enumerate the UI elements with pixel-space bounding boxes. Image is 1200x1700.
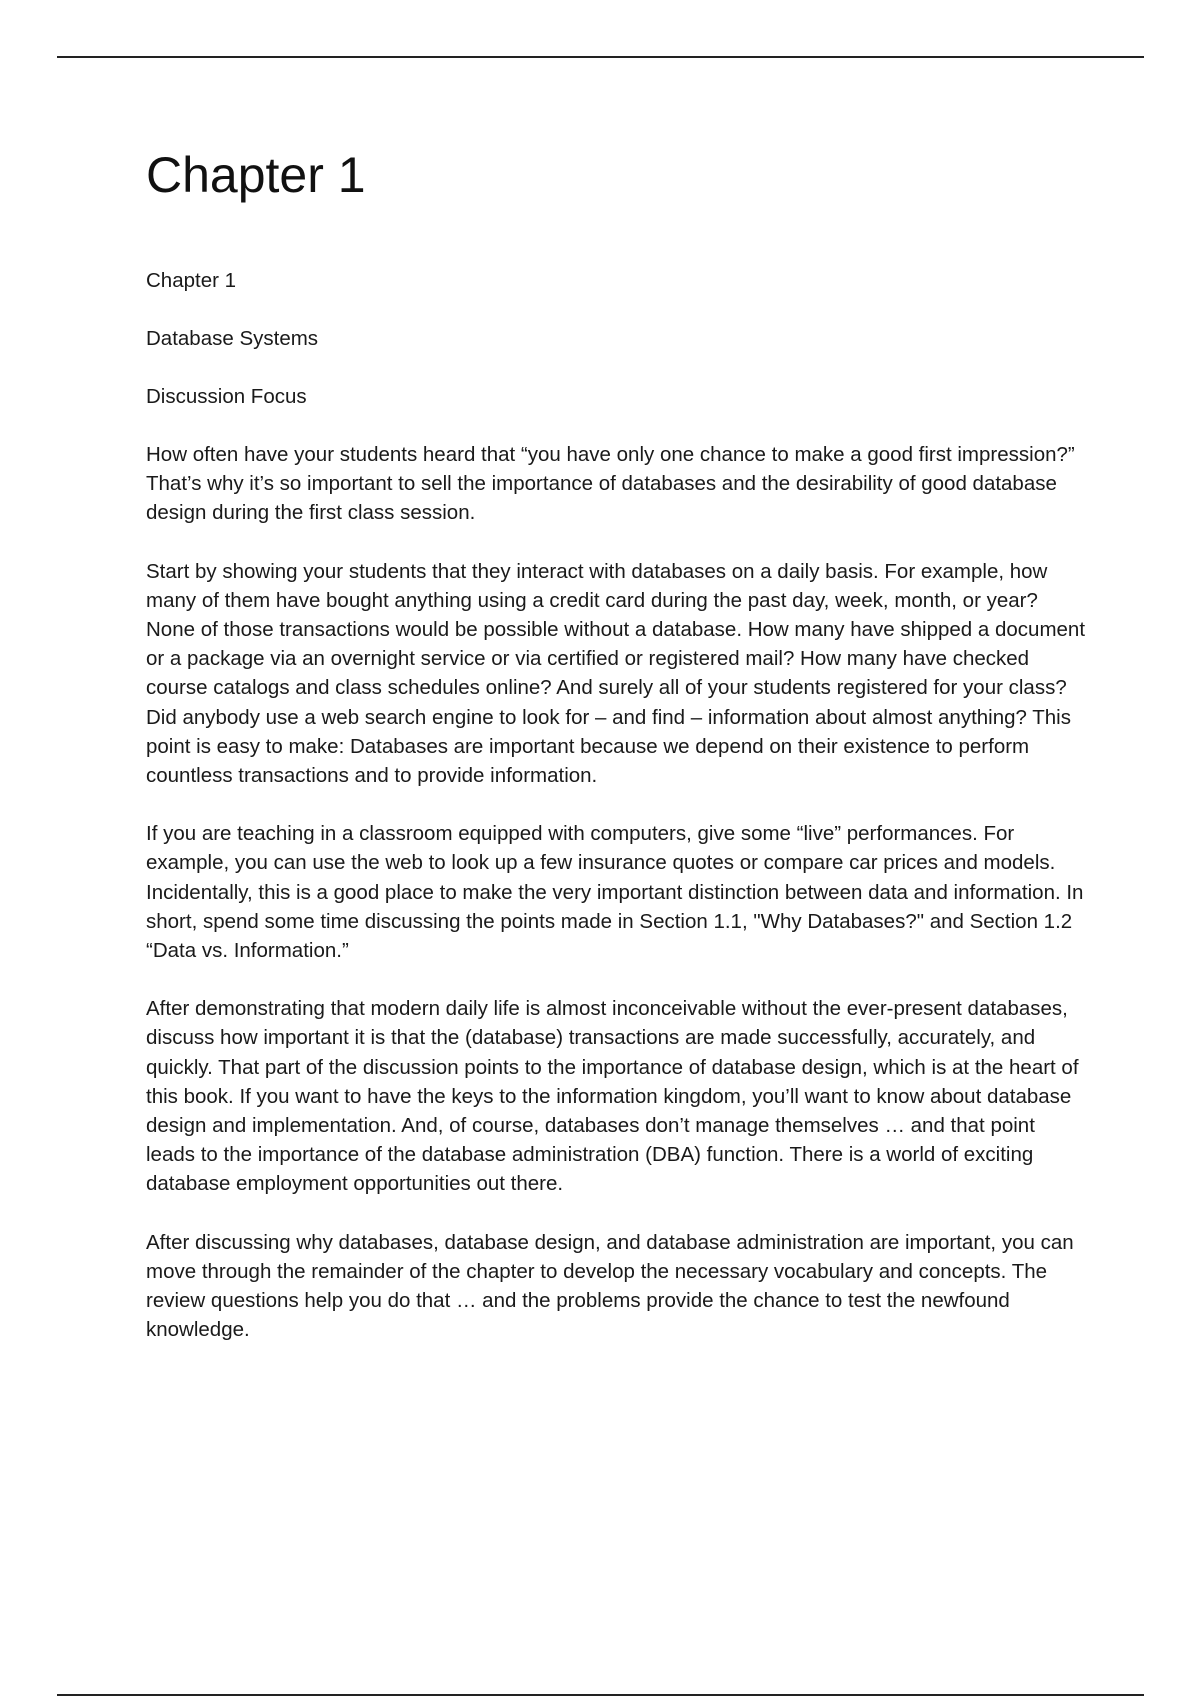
paragraph: Start by showing your students that they interact with databases on a daily basis. For example, how many of them have bought anything using a credit card during the past day, week, month, or year? None of those transactions would be possible without a database. How many have shipped a document or a package via an overnight service or via certified or registered mail? How many have checked course catalogs and class schedules online? And surely all of your students registered for your class? Did anybody use a web search engine to look for – and find – information about almost anything? This point is easy to make: Databases are important because we depend on their existence to perform countless transactions and to provide information. <box>146 559 1086 788</box>
chapter-title: Database Systems <box>146 327 319 350</box>
paragraph: How often have your students heard that “you have only one chance to make a good first impression?” That’s why it’s so important to sell the importance of databases and the desirability of good database design during the first class session. <box>146 443 1075 525</box>
top-divider <box>57 56 1144 58</box>
section-title: Discussion Focus <box>146 385 307 408</box>
paragraph: After demonstrating that modern daily life is almost inconceivable without the ever-present databases, discuss how important it is that the (database) transactions are made successfully, accurately, and quickly. That part of the discussion points to the importance of database design, which is at the heart of this book. If you want to have the keys to the information kingdom, you’ll want to know about database design and implementation. And, of course, databases don’t manage themselves … and that point leads to the importance of the database administration (DBA) function. There is a world of exciting database employment opportunities out there. <box>146 997 1079 1196</box>
chapter-heading: Chapter 1 <box>146 147 366 203</box>
bottom-divider <box>57 1694 1144 1696</box>
page-content <box>146 140 1086 1344</box>
chapter-label: Chapter 1 <box>146 269 237 292</box>
paragraph: After discussing why databases, database design, and database administration are important, you can move through the remainder of the chapter to develop the necessary vocabulary and concepts. The review questions help you do that … and the problems provide the chance to test the newfound knowledge. <box>146 1230 1074 1342</box>
paragraph: If you are teaching in a classroom equipped with computers, give some “live” performances. For example, you can use the web to look up a few insurance quotes or compare car prices and models. Incidentally, this is a good place to make the very important distinction between data and information. In short, spend some time discussing the points made in Section 1.1, "Why Databases?" and Section 1.2 “Data vs. Information.” <box>146 822 1084 963</box>
